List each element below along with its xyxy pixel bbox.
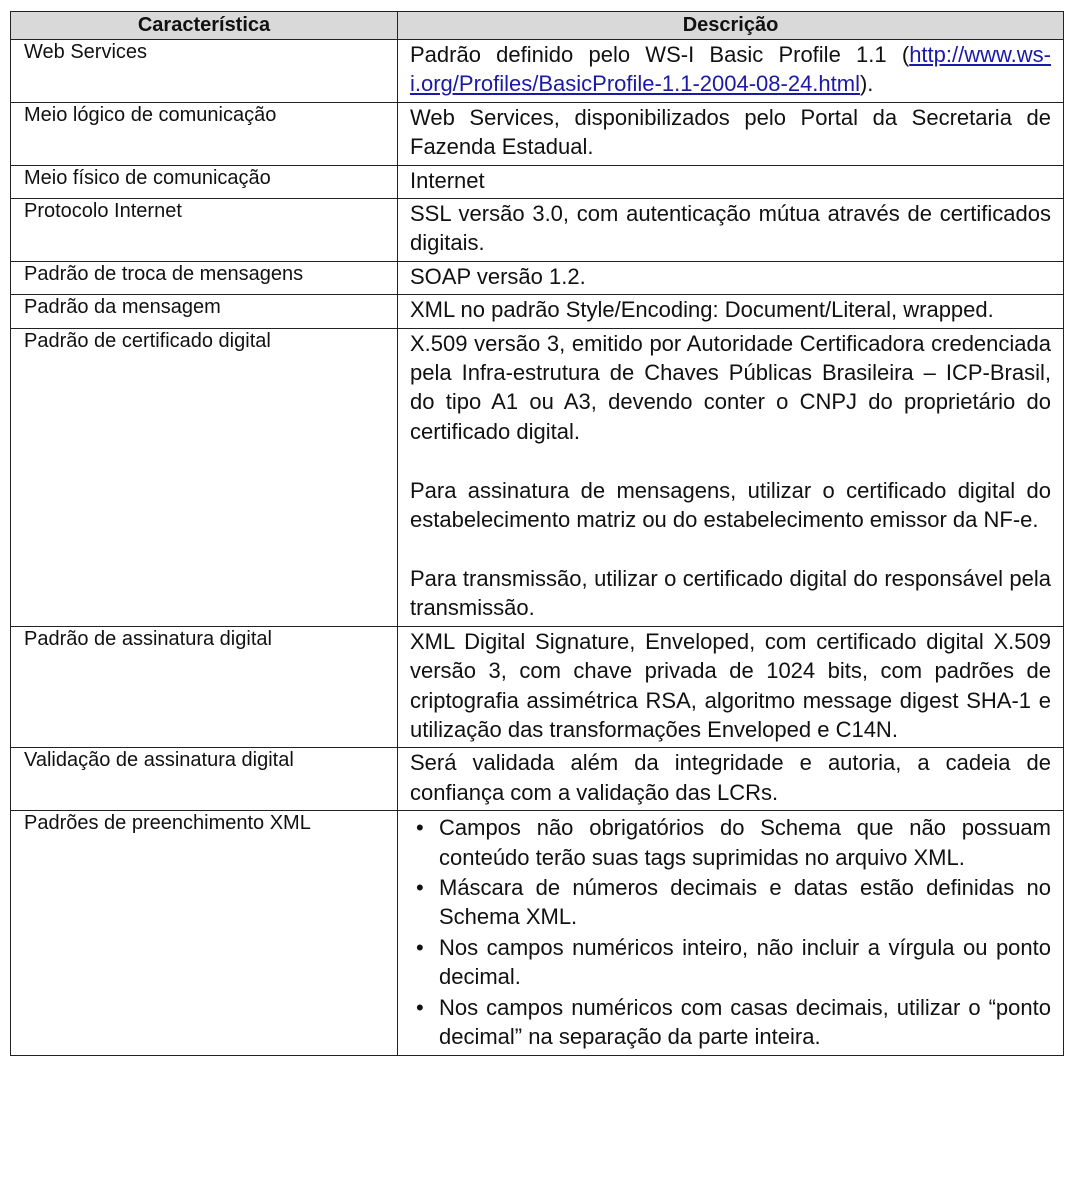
table-row — [11, 40, 1064, 103]
bullet-list — [410, 813, 1051, 1051]
row-description — [398, 40, 1064, 103]
row-description: Internet — [398, 165, 1064, 198]
ws-i-profile-link[interactable]: http://www.ws-i.org/Profiles/BasicProfile-1.1-2004-08-24.html — [410, 42, 1051, 97]
row-label: Protocolo Internet — [11, 199, 398, 262]
row-label: Padrão de certificado digital — [11, 328, 398, 626]
row-description: SSL versão 3.0, com autenticação mútua através de certificados digitais. — [398, 199, 1064, 262]
description-paragraph: X.509 versão 3, emitido por Autoridade Certificadora credenciada pela Infra-estrutura de Chaves Públicas Brasileira – ICP-Brasil, do tipo A1 ou A3, devendo conter o CNPJ do proprietário do certificado digital. — [410, 330, 1051, 444]
row-label: Padrões de preenchimento XML — [11, 811, 398, 1056]
table-row — [11, 748, 1064, 811]
row-label: Padrão de troca de mensagens — [11, 261, 398, 294]
table-row — [11, 811, 1064, 1056]
header-description: Descrição — [398, 12, 1064, 40]
table-row — [11, 165, 1064, 198]
row-label: Meio lógico de comunicação — [11, 102, 398, 165]
header-characteristic: Característica — [11, 12, 398, 40]
bullet-item: • Nos campos numéricos inteiro, não incluir a vírgula ou ponto decimal. — [410, 933, 1051, 992]
table-row — [11, 199, 1064, 262]
row-description-text: Padrão definido pelo WS-I Basic Profile 1.1 ( — [410, 42, 910, 67]
description-paragraph: Para transmissão, utilizar o certificado digital do responsável pela transmissão. — [410, 565, 1051, 621]
row-label: Padrão de assinatura digital — [11, 626, 398, 748]
row-description: SOAP versão 1.2. — [398, 261, 1064, 294]
table-row — [11, 626, 1064, 748]
row-label: Padrão da mensagem — [11, 295, 398, 328]
row-description: Será validada além da integridade e autoria, a cadeia de confiança com a validação das LCRs. — [398, 748, 1064, 811]
bullet-item: • Campos não obrigatórios do Schema que não possuam conteúdo terão suas tags suprimidas no arquivo XML. — [410, 813, 1051, 872]
bullet-item: • Máscara de números decimais e datas estão definidas no Schema XML. — [410, 873, 1051, 932]
row-description — [398, 328, 1064, 626]
row-label: Validação de assinatura digital — [11, 748, 398, 811]
row-description: XML Digital Signature, Enveloped, com certificado digital X.509 versão 3, com chave privada de 1024 bits, com padrões de criptografia assimétrica RSA, algoritmo message digest SHA-1 e utilização das transformações Enveloped e C14N. — [398, 626, 1064, 748]
row-description — [398, 811, 1064, 1056]
row-description-suffix: ). — [859, 71, 874, 97]
table-row — [11, 261, 1064, 294]
bullet-item: • Nos campos numéricos com casas decimais, utilizar o “ponto decimal” na separação da parte inteira. — [410, 993, 1051, 1052]
row-label: Web Services — [11, 40, 398, 103]
description-paragraph: Para assinatura de mensagens, utilizar o certificado digital do estabelecimento matriz ou do estabelecimento emissor da NF-e. — [410, 477, 1051, 533]
spec-table — [10, 11, 1064, 1056]
table-header-row — [11, 12, 1064, 40]
row-label: Meio físico de comunicação — [11, 165, 398, 198]
table-row — [11, 102, 1064, 165]
table-row — [11, 328, 1064, 626]
row-description: XML no padrão Style/Encoding: Document/Literal, wrapped. — [398, 295, 1064, 328]
table-row — [11, 295, 1064, 328]
row-description: Web Services, disponibilizados pelo Portal da Secretaria de Fazenda Estadual. — [398, 102, 1064, 165]
